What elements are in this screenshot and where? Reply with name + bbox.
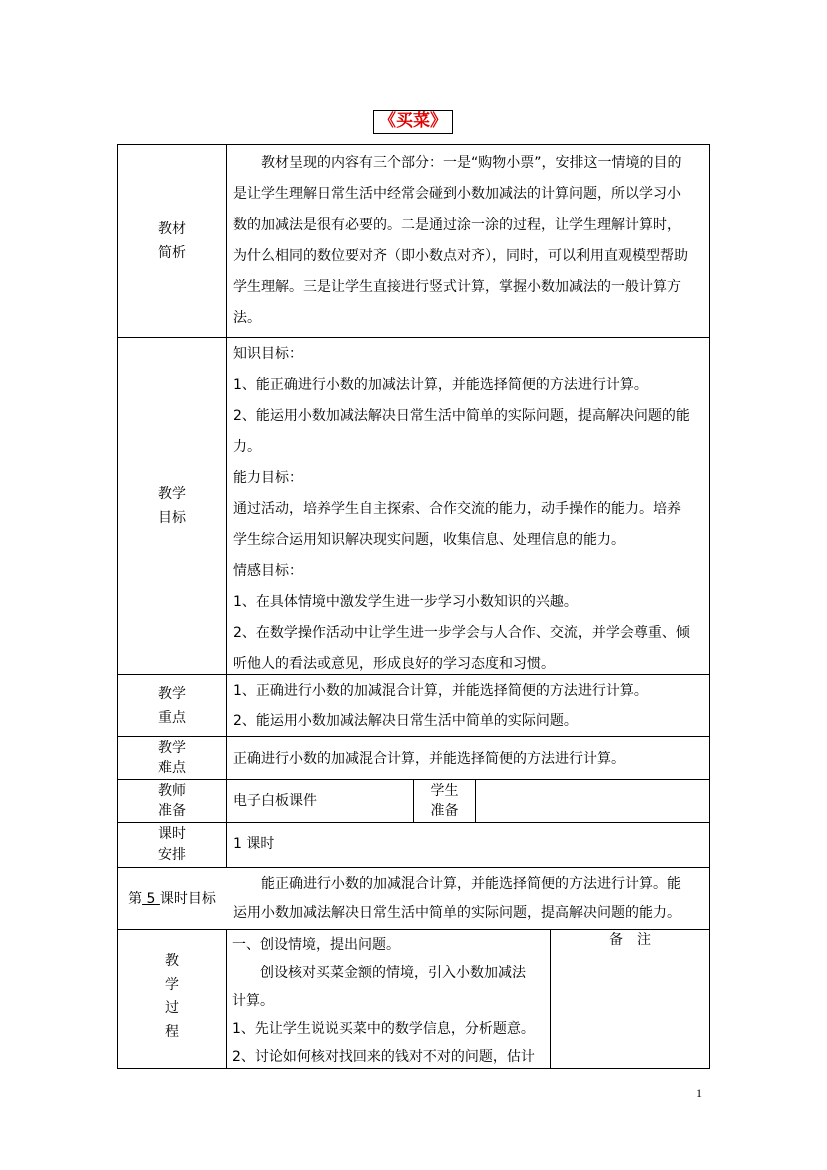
process-label-char: 学 — [165, 976, 179, 993]
analysis-content — [233, 148, 707, 334]
key-points-label-line2: 重点 — [158, 709, 186, 726]
analysis-line: 法。 — [233, 310, 261, 326]
goals-line: 听他人的看法或意见，形成良好的学习态度和习惯。 — [233, 656, 555, 672]
key-points-line: 1、正确进行小数的加减混合计算，并能选择简便的方法进行计算。 — [233, 683, 648, 699]
process-label-char: 过 — [165, 1000, 179, 1016]
hours-label — [118, 823, 226, 867]
analysis-line: 教材呈现的内容有三个部分：一是“购物小票”，安排这一情境的目的 — [261, 155, 682, 171]
goals-label-line2: 目标 — [158, 510, 186, 526]
analysis-label — [118, 145, 226, 337]
page-number: 1 — [696, 1086, 702, 1100]
key-points-label — [118, 675, 226, 736]
key-points-label-line1: 教学 — [158, 685, 186, 702]
remarks-label: 备 注 — [609, 932, 651, 948]
teacher-prep-label-line2: 准备 — [158, 803, 186, 819]
process-line: 2、讨论如何核对找回来的钱对不对的问题，估计 — [232, 1049, 535, 1065]
analysis-line: 是让学生理解日常生活中经常会碰到小数加减法的计算问题，所以学习小 — [233, 186, 681, 202]
key-points-content — [233, 676, 707, 736]
document-title: 《买菜》 — [373, 110, 453, 134]
lesson-goal-line: 运用小数加减法解决日常生活中简单的实际问题，提高解决问题的能力。 — [233, 905, 681, 921]
analysis-label-line2: 简析 — [158, 245, 186, 261]
student-prep-label-line1: 学生 — [430, 783, 459, 799]
hours-label-line2: 安排 — [158, 847, 186, 863]
teacher-prep-label — [118, 780, 226, 822]
hours-label-line1: 课时 — [158, 826, 186, 842]
lesson-goal-number: 5 — [146, 890, 156, 907]
difficulties-label — [118, 737, 226, 779]
analysis-line: 学生理解。三是让学生直接进行竖式计算，掌握小数加减法的一般计算方 — [233, 279, 681, 295]
process-label-char: 教 — [165, 953, 179, 969]
goals-line: 1、能正确进行小数的加减法计算，并能选择简便的方法进行计算。 — [233, 377, 648, 393]
lesson-goal-label-suffix: 课时目标 — [159, 890, 216, 907]
goals-line: 学生综合运用知识解决现实问题，收集信息、处理信息的能力。 — [233, 532, 625, 548]
goals-line: 知识目标： — [233, 346, 303, 362]
lesson-goal-line: 能正确进行小数的加减混合计算，并能选择简便的方法进行计算。能 — [261, 876, 681, 892]
difficulties-label-line2: 难点 — [158, 760, 186, 776]
lesson-goal-label — [118, 868, 226, 929]
goals-line: 能力目标： — [233, 470, 303, 486]
difficulties-text: 正确进行小数的加减混合计算，并能选择简便的方法进行计算。 — [233, 751, 625, 767]
lesson-goal-label-prefix: 第 — [128, 890, 143, 907]
process-line: 创设核对买菜金额的情境，引入小数加减法 — [260, 965, 526, 981]
student-prep-label — [414, 780, 475, 822]
process-label — [118, 950, 226, 1044]
lesson-goal-content — [233, 870, 707, 928]
process-content — [232, 931, 550, 1071]
goals-line: 2、能运用小数加减法解决日常生活中简单的实际问题，提高解决问题的能 — [233, 408, 690, 424]
goals-label — [118, 338, 226, 674]
process-line: 计算。 — [232, 993, 274, 1009]
lesson-goal-label-text — [128, 887, 216, 911]
analysis-label-line1: 教材 — [158, 221, 186, 237]
teacher-prep-text: 电子白板课件 — [233, 793, 317, 809]
remarks-header — [551, 926, 709, 954]
teacher-prep-value — [233, 786, 411, 817]
goals-content — [233, 339, 707, 680]
goals-line: 力。 — [233, 439, 261, 455]
analysis-line: 数的加减法是很有必要的。二是通过涂一涂的过程，让学生理解计算时， — [233, 217, 681, 233]
goals-label-line1: 教学 — [158, 486, 186, 502]
process-line: 一、创设情境，提出问题。 — [232, 937, 400, 953]
analysis-line: 为什么相同的数位要对齐（即小数点对齐），同时，可以利用直观模型帮助 — [233, 248, 688, 264]
goals-line: 情感目标： — [233, 563, 303, 579]
teacher-prep-label-line1: 教师 — [158, 783, 186, 799]
goals-line: 2、在数学操作活动中让学生进一步学会与人合作、交流，并学会尊重、倾 — [233, 625, 690, 641]
process-label-char: 程 — [165, 1023, 179, 1040]
difficulties-label-line1: 教学 — [158, 740, 186, 756]
student-prep-label-line2: 准备 — [430, 803, 459, 819]
key-points-line: 2、能运用小数加减法解决日常生活中简单的实际问题。 — [233, 713, 578, 729]
process-line: 1、先让学生说说买菜中的数学信息，分析题意。 — [232, 1021, 535, 1037]
goals-line: 1、在具体情境中激发学生进一步学习小数知识的兴趣。 — [233, 594, 578, 610]
goals-line: 通过活动，培养学生自主探索、合作交流的能力，动手操作的能力。培养 — [233, 501, 681, 517]
hours-content — [233, 829, 707, 860]
hours-text: 1 课时 — [233, 836, 275, 852]
difficulties-content — [233, 744, 707, 775]
